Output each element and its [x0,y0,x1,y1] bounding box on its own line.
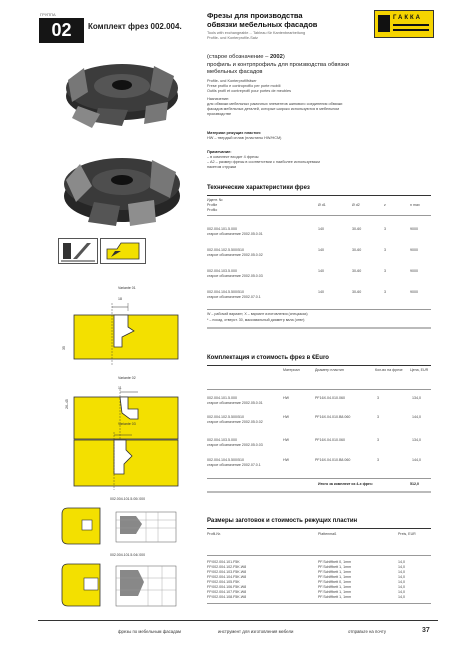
row-desc: старое обозначение 2002.07.0.1 [207,462,261,467]
row-desc: старое обозначение 2002.05.0.01 [207,400,263,405]
row-id: 002.004.101.5.000 [207,396,237,400]
row-id: 002.004.103.5.000 [207,438,237,442]
row-price: 14,0 [398,565,405,569]
tab-number: 02 [39,18,84,43]
divider [207,478,431,479]
price-col-header: Кол-во на фрезе [375,368,403,372]
row-material: HW [283,396,289,400]
notes-line: пакетом стружки [207,165,237,169]
price-row [207,415,431,424]
price-row [207,396,431,405]
row-price: 14,0 [398,580,405,584]
row-desc: PF.Schiffbett 0, 1mm [318,580,352,584]
row-desc: PF.Schiffbett 1, 1mm [318,575,352,579]
row-id: 002.004.102.5.500/510 [207,415,244,419]
tech-row [207,269,431,278]
tech-table-heading: Технические характеристики фрез [207,185,310,191]
brand-logo-mark [378,15,390,32]
blank-row [207,595,431,600]
row-price: 134,0 [412,396,421,400]
price-total-value: 512,0 [410,482,419,486]
row-id: FP.002.004.104.F5K.W8 [207,575,247,579]
row-price: 14,0 [398,595,405,599]
row-z: 3 [384,269,386,273]
blank-col-header: Profil-Nr. [207,532,221,536]
row-price: 144,0 [412,458,421,462]
row-qty: 3 [377,396,379,400]
row-id: FP.002.004.102.F5K.W8 [207,565,247,569]
lead-line [207,54,422,62]
row-code: PF16X.04.010.060 [315,438,345,442]
row-desc: PF.Schiffbett 0, 1mm [318,560,352,564]
subtitle-line: Tools with exchangeable… Tableau für Kantenbearbeitung [207,31,306,35]
notes-line: – в комплект входит 4 фрезы [207,155,259,159]
title-line: Фрезы для производства [207,11,303,20]
row-material: HW [283,438,289,442]
row-desc: PF.Schiffbett 1, 1mm [318,570,352,574]
profile-shape-icon [101,239,145,263]
purpose-line: производстве [207,112,232,116]
lead-line: профиль и контрпрофиль для производства обвязки [207,61,349,68]
divider [207,309,431,310]
row-z: 3 [384,290,386,294]
brand-logo-box [374,10,434,38]
part-drawing-2 [58,560,182,612]
divider [207,195,431,196]
row-price: 14,0 [398,570,405,574]
tech-row [207,248,431,257]
blank-col-header: Plattenmaß [318,532,337,536]
row-code: PF16X.04.010.B8.060 [315,415,351,419]
notes-line: – A2 – размер фрезы в соответствии с наиболее используемым [207,160,320,164]
lead-line: мебельных фасадов [207,69,263,75]
price-row [207,438,431,447]
page-title [207,11,372,29]
cutter-photo-bottom [58,140,186,232]
price-total-label: Итого за комплект из 4-х фрез: [318,482,373,486]
section-rule [207,491,431,493]
row-id: FP.002.004.103.F5K.W8 [207,570,247,574]
row-desc: старое обозначение 2002.05.0.02 [207,419,263,424]
footer-rule [38,620,438,621]
tech-footnote: W – рабочий вариант, X – вариант изготовления (спецзаказ) [207,312,308,316]
dim-label: 35 [61,346,66,350]
row-z: 3 [384,248,386,252]
tech-footnote: * – посад. отверст. 30, максимальный диаметр вала (отвн) [207,318,305,322]
variant-label: Variante 01 [118,286,136,290]
lead-suffix: ) [282,54,285,60]
row-desc: старое обозначение 2002.05.0.02 [207,252,263,257]
divider [207,603,431,604]
purpose-label: Назначение: [207,97,230,101]
footer-right: отправьте на почту [348,629,387,634]
row-price: 14,0 [398,560,405,564]
cutter-photo-top [58,50,186,134]
price-col-header: Цена, EUR [410,368,429,372]
intro-purpose [207,97,432,117]
row-d2: 30-60 [352,248,362,252]
row-code: PF16X.04.010.060 [315,396,345,400]
row-material: HW [283,415,289,419]
page-subtitle [207,31,372,41]
row-id: FP.002.004.107.F5K.W8 [207,590,247,594]
machining-icon [58,238,98,264]
footer-left: фрезы по мебельным фасадам [118,629,182,634]
desc-line: Outils profil et contreprofil pour portes de meubles [207,89,291,93]
row-id: FP.002.004.108.F5K.W8 [207,595,247,599]
divider [207,365,431,366]
row-desc: старое обозначение 2002.05.0.03 [207,442,263,447]
page-number: 37 [422,627,430,634]
desc-line: Frese profilo e controprofilo per porte mobili [207,84,281,88]
row-d2: 30-60 [352,269,362,273]
desc-line: Profile- und Konterprofilfräser [207,79,257,83]
part-drawing-1 [58,504,182,548]
divider [207,555,431,556]
row-price: 144,0 [412,415,421,419]
row-d1: 140 [318,290,324,294]
row-desc: PF.Schiffbett 1, 1mm [318,590,352,594]
tech-col-header: z [384,203,386,207]
title-line: обвязки мебельных фасадов [207,20,318,29]
intro-desc [207,79,422,94]
row-id: FP.002.004.101.F5K [207,560,240,564]
row-price: 134,0 [412,438,421,442]
variant-label: Variante 03 [118,422,136,426]
row-desc: старое обозначение 2002.05.0.01 [207,231,263,236]
tech-col-header: Ø d1 [318,203,326,207]
price-row [207,458,431,467]
section-rule [207,327,431,329]
intro-notes [207,150,422,170]
row-desc: PF.Schiffbett 1, 1mm [318,585,352,589]
tech-header-label: Идент. № [207,198,223,202]
dim-label: 18 [118,297,122,301]
row-id: 002.004.101.5.000 [207,227,237,231]
material-label: Материал режущих пластин: [207,131,262,135]
row-desc: старое обозначение 2002.05.0.03 [207,273,263,278]
row-price: 14,0 [398,575,405,579]
row-price: 14,0 [398,590,405,594]
tech-row [207,227,431,236]
part-code: 002.004.101.5.04/.000 [110,553,146,557]
footer-mid: инструмент для изготовления мебели [218,629,294,634]
tech-col-header: n max [410,203,420,207]
divider [207,528,431,529]
row-desc: старое обозначение 2002.07.0.1 [207,294,261,299]
price-table-heading: Комплектация и стоимость фрез в €Euro [207,355,329,361]
row-qty: 3 [377,458,379,462]
blank-rows [207,560,431,600]
row-material: HW [283,458,289,462]
row-id: FP.002.004.105.F5K [207,580,240,584]
lead-prefix: (старое обозначение – [207,54,270,60]
profile-drawing-3 [72,430,182,492]
tab-title: Комплект фрез 002.004. [88,22,182,31]
price-col-header: Диаметр пластин [315,368,344,372]
row-desc: PF.Schiffbett 1, 1mm [318,565,352,569]
row-n: 9000 [410,269,418,273]
intro-lead [207,54,422,77]
row-d1: 140 [318,269,324,273]
brand-rule [393,29,429,31]
row-d2: 30-60 [352,290,362,294]
row-id: 002.004.103.5.000 [207,269,237,273]
row-qty: 3 [377,415,379,419]
lead-code: 2002 [269,54,283,60]
purpose-line: фасадов мебельных деталей, которые широко используются в мебельном [207,107,340,111]
intro-material [207,131,422,141]
row-d1: 140 [318,227,324,231]
profile-drawing-1 [72,301,182,369]
row-id: 002.004.102.5.500/510 [207,248,244,252]
row-id: FP.002.004.106.F5K.W8 [207,585,247,589]
row-desc: PF.Schiffbett 1, 1mm [318,595,352,599]
notes-label: Примечание: [207,150,232,154]
row-id: 002.004.104.5.500/510 [207,290,244,294]
machining-symbol-icon [59,239,97,263]
blank-col-header: Preis, EUR [398,532,416,536]
purpose-line: для обвязки мебельных рамочных элементов шипового соединения обвязки [207,102,343,106]
dim-label: 26–45 [64,399,69,409]
part-code: 002.004.101.5.00/.000 [110,497,146,501]
subtitle-line: Profile- und Konterprofile-Satz [207,36,258,40]
row-n: 9000 [410,290,418,294]
divider [207,389,431,390]
row-n: 9000 [410,248,418,252]
price-col-header: Материал [283,368,300,372]
row-price: 14,0 [398,585,405,589]
row-z: 3 [384,227,386,231]
brand-name: ГАККА [393,15,423,21]
brand-rule [393,24,429,26]
blank-table-heading: Размеры заготовок и стоимость режущих пластин [207,518,358,524]
row-qty: 3 [377,438,379,442]
tech-row [207,290,431,299]
row-code: PF16X.04.010.B8.060 [315,458,351,462]
profile-icon [100,238,146,264]
divider [207,215,431,216]
row-d1: 140 [318,248,324,252]
tech-col-header: Ø d2 [352,203,360,207]
row-n: 9000 [410,227,418,231]
variant-label: Variante 02 [118,376,136,380]
tech-header-label: Profile [207,203,218,207]
material-line: HW – твердый сплав (пластины HW/HCM) [207,136,282,140]
row-d2: 30-60 [352,227,362,231]
dim-label: 11 [118,386,122,390]
row-id: 002.004.104.5.500/510 [207,458,244,462]
tab-label-small: ГРУППА [40,12,56,17]
tech-header-label: Profilo [207,208,218,212]
